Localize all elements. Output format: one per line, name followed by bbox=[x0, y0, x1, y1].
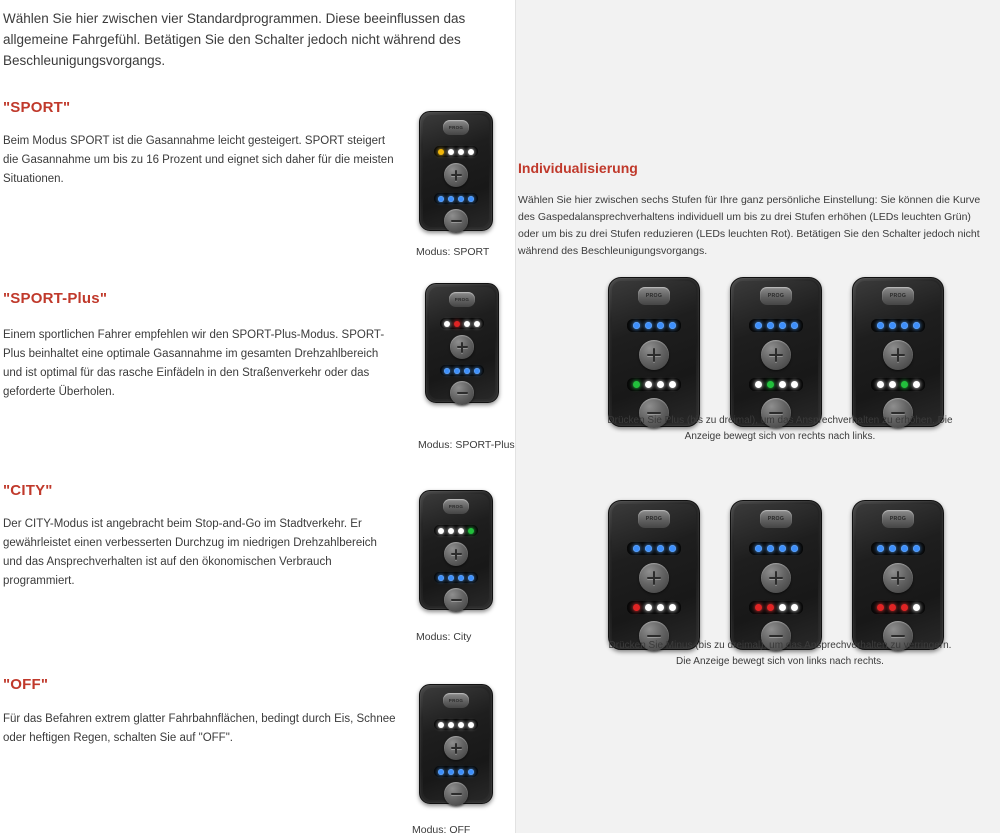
led-blue bbox=[657, 545, 664, 552]
led-row-bottom bbox=[627, 601, 681, 614]
minus-icon bbox=[451, 789, 462, 800]
device-off bbox=[419, 684, 493, 804]
led-blue bbox=[791, 545, 798, 552]
led-blue bbox=[779, 545, 786, 552]
individualisierung-body: Wählen Sie hier zwischen sechs Stufen für Ihre ganz persönliche Einstellung: Sie können die Kurve des Gaspedalansprechverhaltens individuell um bis zu drei Stufen erhöhen (LEDs leuchten Grün) oder um bis zu drei Stufen reduzieren (LEDs leuchten Rot). Betätigen Sie den Schalter jedoch nicht während des Beschleunigungsvorgangs. bbox=[518, 194, 981, 257]
minus-icon bbox=[451, 595, 462, 606]
prog-logo: PROG bbox=[760, 510, 792, 528]
led-green bbox=[767, 381, 774, 388]
led-blue bbox=[913, 545, 920, 552]
led-white bbox=[444, 321, 450, 327]
plus-icon bbox=[451, 170, 462, 181]
caption-plus-instruction: Drücken Sie Plus (bis zu dreimal), um das Ansprechverhalten zu erhöhen. Die Anzeige bewegt sich von rechts nach links. bbox=[607, 415, 953, 442]
led-white bbox=[448, 722, 454, 728]
prog-logo: PROG bbox=[882, 510, 914, 528]
led-blue bbox=[913, 322, 920, 329]
led-white bbox=[791, 604, 798, 611]
plus-button[interactable] bbox=[761, 340, 791, 370]
led-blue bbox=[779, 322, 786, 329]
led-white bbox=[645, 381, 652, 388]
prog-logo: PROG bbox=[760, 287, 792, 305]
led-blue bbox=[468, 769, 474, 775]
led-row-top bbox=[749, 319, 803, 332]
led-amber bbox=[438, 149, 444, 155]
led-blue bbox=[474, 368, 480, 374]
plus-button[interactable] bbox=[883, 340, 913, 370]
led-blue bbox=[755, 322, 762, 329]
led-white bbox=[779, 381, 786, 388]
minus-icon bbox=[457, 388, 468, 399]
device-sport-plus bbox=[425, 283, 499, 403]
led-white bbox=[669, 381, 676, 388]
led-blue bbox=[767, 545, 774, 552]
led-red bbox=[877, 604, 884, 611]
led-row-top-sport bbox=[434, 146, 478, 157]
section-title-sport-plus: "SPORT-Plus" bbox=[3, 290, 108, 307]
led-white bbox=[458, 722, 464, 728]
led-white bbox=[913, 381, 920, 388]
prog-logo: PROG bbox=[449, 292, 475, 307]
plus-button[interactable] bbox=[444, 736, 468, 760]
device-minus-step-1 bbox=[608, 500, 700, 650]
plus-icon bbox=[769, 348, 783, 362]
led-white bbox=[657, 381, 664, 388]
caption-sport-plus: Modus: SPORT-Plus bbox=[418, 439, 515, 451]
led-row-bottom bbox=[871, 378, 925, 391]
led-row-bottom-sport-plus bbox=[440, 365, 484, 376]
plus-icon bbox=[451, 549, 462, 560]
led-red bbox=[901, 604, 908, 611]
minus-icon bbox=[451, 216, 462, 227]
led-row-top-city bbox=[434, 525, 478, 536]
led-row-top bbox=[871, 319, 925, 332]
led-blue bbox=[454, 368, 460, 374]
led-white bbox=[755, 381, 762, 388]
prog-logo: PROG bbox=[882, 287, 914, 305]
led-blue bbox=[458, 769, 464, 775]
led-white bbox=[438, 722, 444, 728]
device-plus-step-2 bbox=[730, 277, 822, 427]
prog-logo: PROG bbox=[638, 510, 670, 528]
led-blue bbox=[444, 368, 450, 374]
caption-off: Modus: OFF bbox=[412, 824, 471, 836]
prog-logo: PROG bbox=[443, 499, 469, 514]
led-blue bbox=[791, 322, 798, 329]
led-blue bbox=[645, 322, 652, 329]
led-row-top-sport-plus bbox=[440, 318, 484, 329]
led-blue bbox=[448, 769, 454, 775]
section-body-city: Der CITY-Modus ist angebracht beim Stop-and-Go im Stadtverkehr. Er gewährleistet einen verbesserten Durchzug im niedrigen Drehzahlbereich und das Ansprechverhalten ist auf den ökonomischen Verbrauch programmiert. bbox=[3, 518, 377, 587]
led-green bbox=[901, 381, 908, 388]
led-white bbox=[458, 528, 464, 534]
led-blue bbox=[438, 196, 444, 202]
device-plus-step-1 bbox=[608, 277, 700, 427]
led-blue bbox=[645, 545, 652, 552]
led-blue bbox=[669, 545, 676, 552]
led-white bbox=[464, 321, 470, 327]
led-white bbox=[474, 321, 480, 327]
plus-icon bbox=[769, 571, 783, 585]
led-green bbox=[633, 381, 640, 388]
prog-logo: PROG bbox=[638, 287, 670, 305]
prog-logo: PROG bbox=[443, 693, 469, 708]
led-row-top bbox=[749, 542, 803, 555]
led-blue bbox=[468, 575, 474, 581]
plus-icon bbox=[647, 571, 661, 585]
led-row-top-off bbox=[434, 719, 478, 730]
section-title-sport: "SPORT" bbox=[3, 99, 71, 116]
plus-icon bbox=[451, 743, 462, 754]
led-red bbox=[889, 604, 896, 611]
led-blue bbox=[767, 322, 774, 329]
device-minus-step-3 bbox=[852, 500, 944, 650]
led-white bbox=[657, 604, 664, 611]
device-sport bbox=[419, 111, 493, 231]
caption-minus-instruction: Drücken Sie Minus (bis zu dreimal), um das Ansprechverhalten zu verringern. Die Anzeige bewegt sich von links nach rechts. bbox=[608, 640, 952, 667]
led-blue bbox=[438, 769, 444, 775]
section-body-sport-plus: Einem sportlichen Fahrer empfehlen wir den SPORT-Plus-Modus. SPORT-Plus beinhaltet eine optimale Gasannahme im gesamten Drehzahlbereich und ist optimal für das rasche Einfädeln in den Straßenverkehr oder das geforderte Überholen. bbox=[3, 329, 385, 398]
plus-button[interactable] bbox=[450, 335, 474, 359]
minus-button[interactable] bbox=[450, 381, 474, 405]
plus-button[interactable] bbox=[761, 563, 791, 593]
caption-city: Modus: City bbox=[416, 631, 472, 643]
caption-sport: Modus: SPORT bbox=[416, 246, 490, 258]
led-white bbox=[468, 722, 474, 728]
led-blue bbox=[657, 322, 664, 329]
led-white bbox=[889, 381, 896, 388]
led-blue bbox=[458, 196, 464, 202]
led-row-bottom-off bbox=[434, 766, 478, 777]
led-row-bottom-sport bbox=[434, 193, 478, 204]
device-city bbox=[419, 490, 493, 610]
led-white bbox=[779, 604, 786, 611]
led-red bbox=[767, 604, 774, 611]
led-row-bottom bbox=[749, 601, 803, 614]
led-blue bbox=[669, 322, 676, 329]
plus-icon bbox=[891, 571, 905, 585]
led-white bbox=[438, 528, 444, 534]
led-row-bottom-city bbox=[434, 572, 478, 583]
led-white bbox=[645, 604, 652, 611]
led-white bbox=[791, 381, 798, 388]
led-row-top bbox=[871, 542, 925, 555]
individualisierung-title: Individualisierung bbox=[518, 160, 638, 176]
section-title-city: "CITY" bbox=[3, 482, 53, 499]
led-blue bbox=[438, 575, 444, 581]
led-blue bbox=[458, 575, 464, 581]
plus-button[interactable] bbox=[639, 563, 669, 593]
led-blue bbox=[633, 545, 640, 552]
section-body-off: Für das Befahren extrem glatter Fahrbahnflächen, bedingt durch Eis, Schnee oder heftigen Regen, schalten Sie auf "OFF". bbox=[3, 713, 396, 744]
led-red bbox=[755, 604, 762, 611]
led-row-top bbox=[627, 542, 681, 555]
section-body-sport: Beim Modus SPORT ist die Gasannahme leicht gesteigert. SPORT steigert die Gasannahme um bis zu 16 Prozent und eignet sich daher für die meisten Situationen. bbox=[3, 135, 394, 185]
device-plus-step-3 bbox=[852, 277, 944, 427]
led-red bbox=[633, 604, 640, 611]
plus-icon bbox=[647, 348, 661, 362]
led-white bbox=[448, 528, 454, 534]
device-minus-step-2 bbox=[730, 500, 822, 650]
section-title-off: "OFF" bbox=[3, 676, 49, 693]
plus-icon bbox=[891, 348, 905, 362]
plus-button[interactable] bbox=[639, 340, 669, 370]
led-white bbox=[448, 149, 454, 155]
prog-logo: PROG bbox=[443, 120, 469, 135]
led-white bbox=[458, 149, 464, 155]
led-green bbox=[468, 528, 474, 534]
led-blue bbox=[901, 545, 908, 552]
led-blue bbox=[448, 196, 454, 202]
led-blue bbox=[755, 545, 762, 552]
led-white bbox=[669, 604, 676, 611]
led-blue bbox=[901, 322, 908, 329]
led-blue bbox=[464, 368, 470, 374]
led-blue bbox=[468, 196, 474, 202]
led-blue bbox=[889, 545, 896, 552]
led-row-bottom bbox=[627, 378, 681, 391]
minus-button[interactable] bbox=[444, 782, 468, 806]
led-blue bbox=[889, 322, 896, 329]
led-blue bbox=[877, 545, 884, 552]
minus-button[interactable] bbox=[444, 209, 468, 233]
intro-paragraph: Wählen Sie hier zwischen vier Standardprogrammen. Diese beeinflussen das allgemeine Fahrgefühl. Betätigen Sie den Schalter jedoch nicht während des Beschleunigungsvorgangs. bbox=[3, 11, 466, 68]
led-blue bbox=[633, 322, 640, 329]
led-red bbox=[454, 321, 460, 327]
plus-button[interactable] bbox=[444, 163, 468, 187]
led-row-bottom bbox=[871, 601, 925, 614]
minus-button[interactable] bbox=[444, 588, 468, 612]
led-row-top bbox=[627, 319, 681, 332]
led-blue bbox=[877, 322, 884, 329]
led-blue bbox=[448, 575, 454, 581]
led-white bbox=[913, 604, 920, 611]
led-row-bottom bbox=[749, 378, 803, 391]
plus-icon bbox=[457, 342, 468, 353]
led-white bbox=[468, 149, 474, 155]
plus-button[interactable] bbox=[444, 542, 468, 566]
plus-button[interactable] bbox=[883, 563, 913, 593]
led-white bbox=[877, 381, 884, 388]
